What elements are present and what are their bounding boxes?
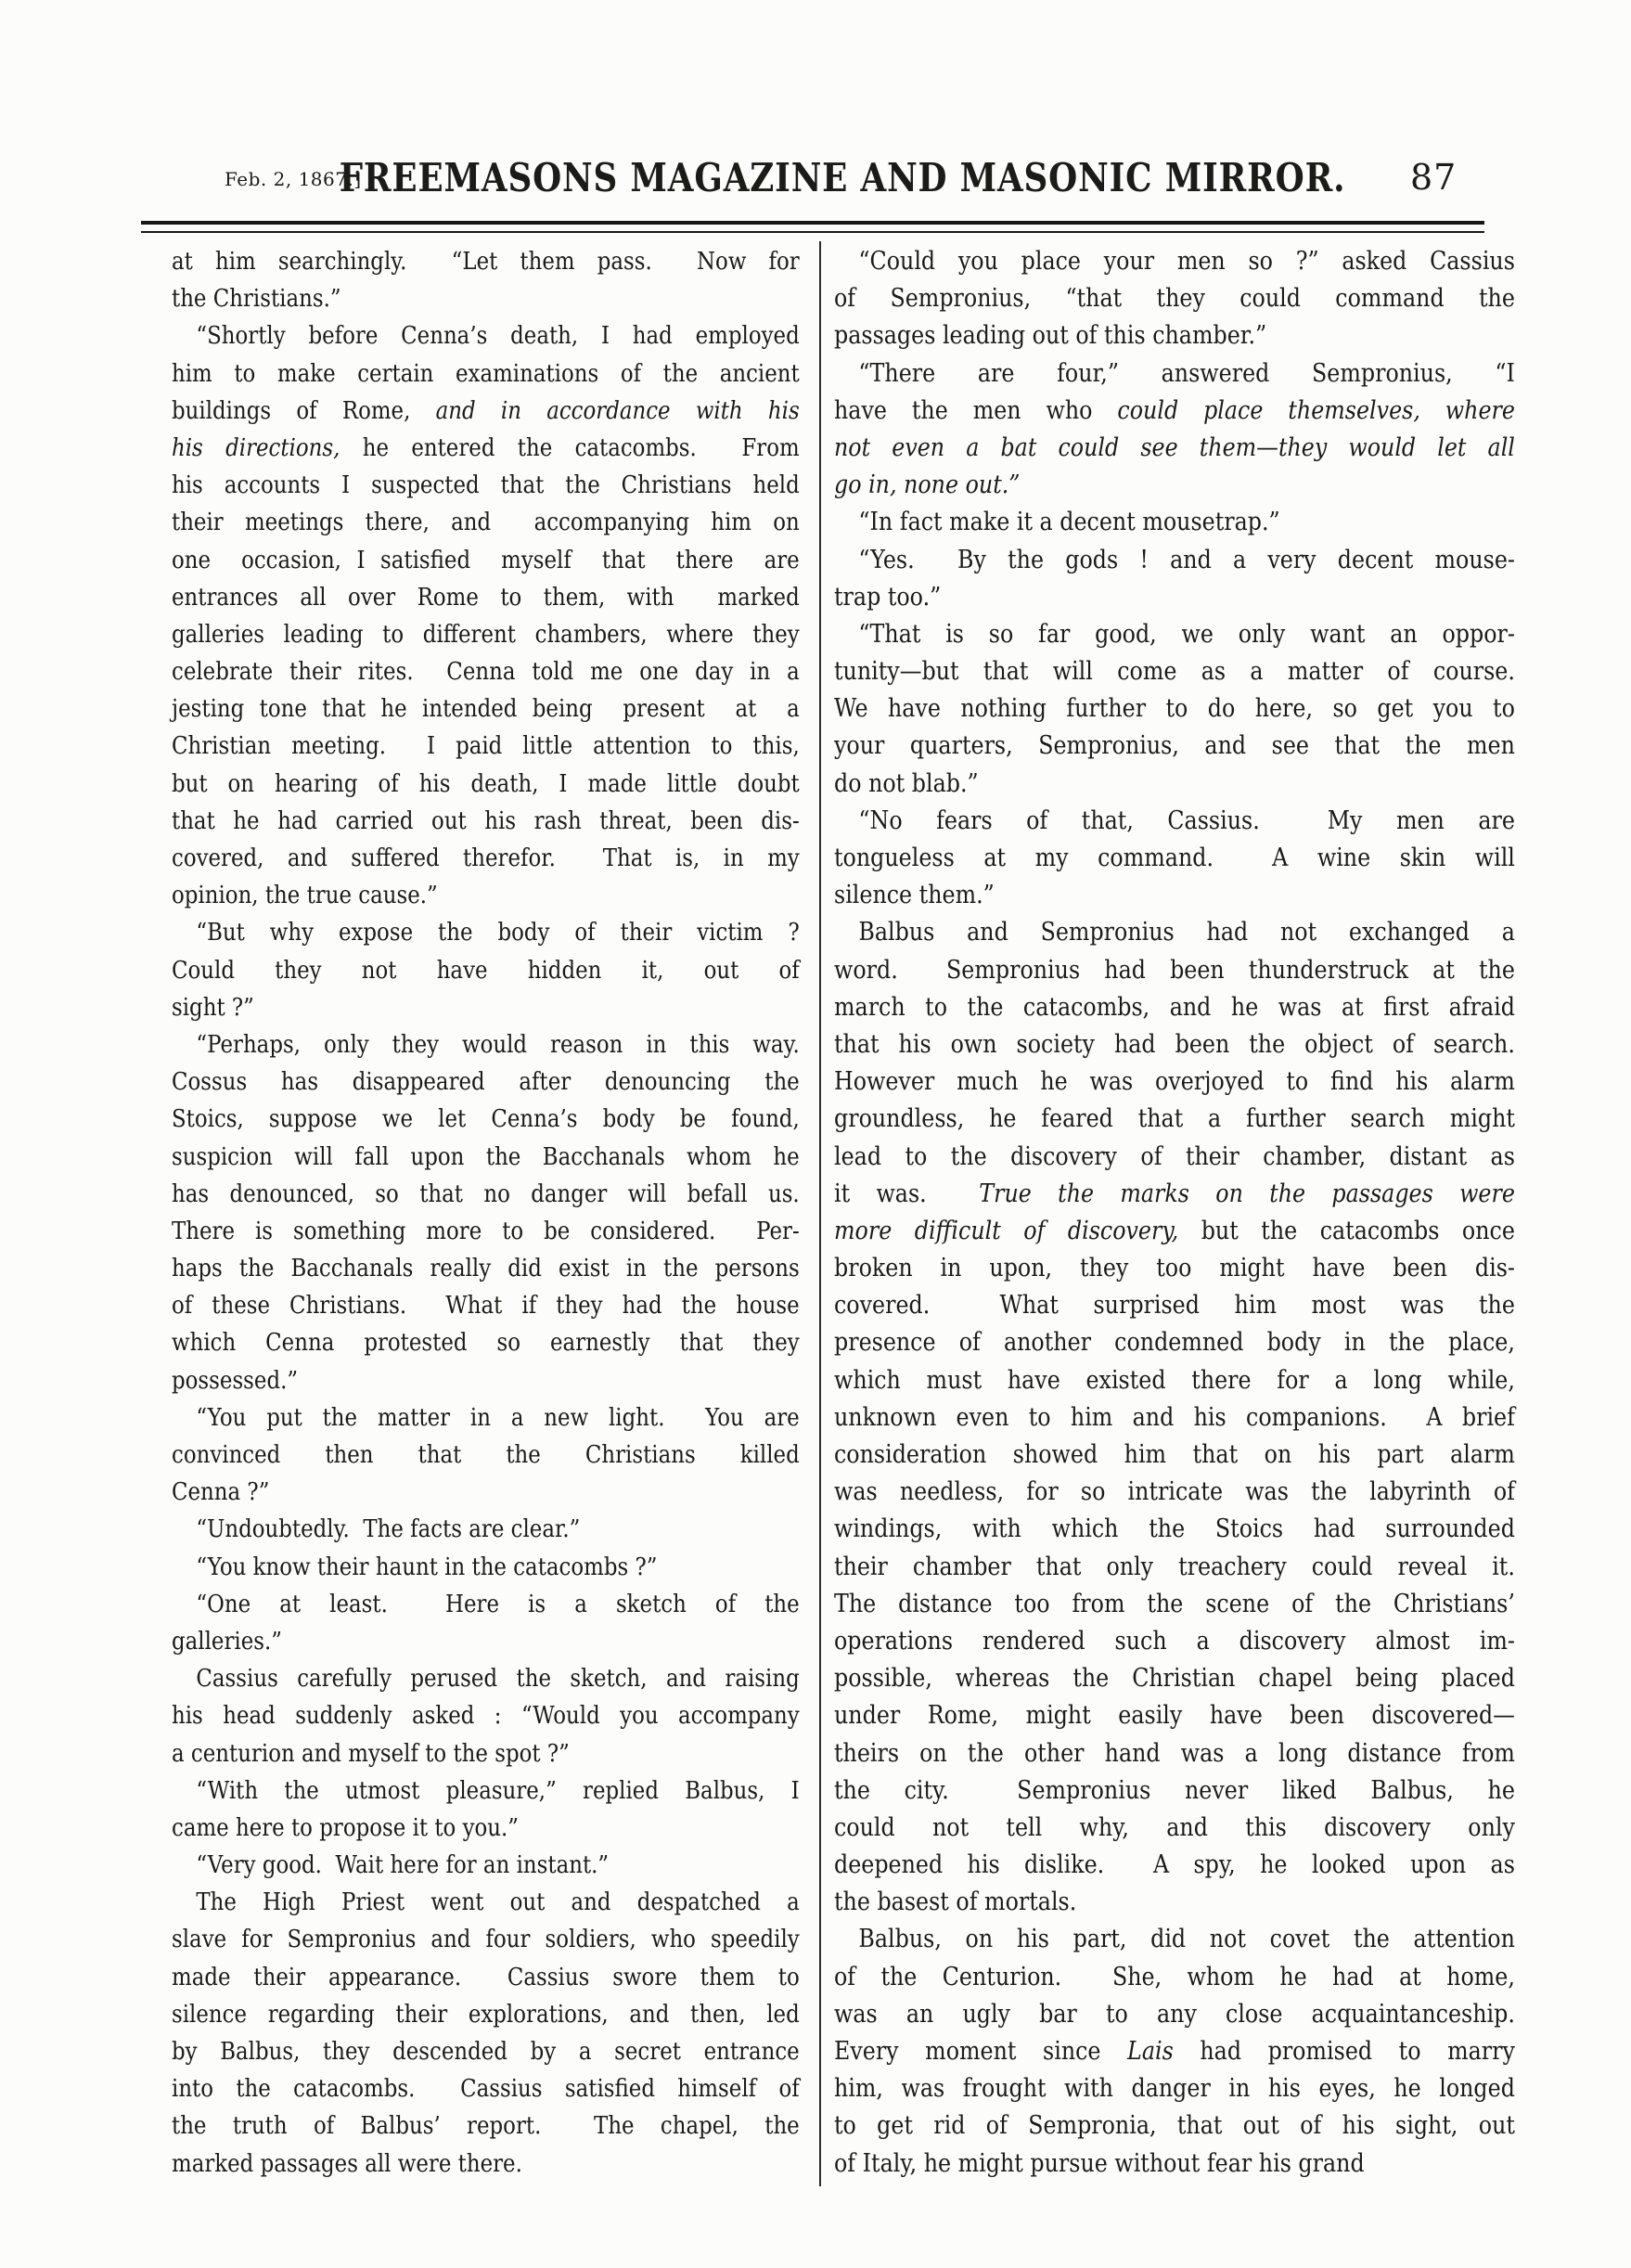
text-line: trap too.” [834, 582, 942, 612]
text-line: his accounts I suspected that the Christians held [172, 471, 800, 500]
text-line: entrances all over Rome to them, with marked [172, 583, 800, 612]
paragraph [834, 243, 1515, 355]
text-line: it was. True the marks on the passages were [834, 1179, 1515, 1208]
text-line: suspicion will fall upon the Bacchanals whom he [172, 1142, 800, 1171]
text-line: of the Centurion. She, whom he had at home, [834, 1962, 1515, 1991]
text-line: “Shortly before Cenna’s death, I had employed [196, 322, 800, 351]
left-column [172, 243, 800, 2183]
text-line: galleries leading to different chambers, where they [172, 620, 800, 649]
text-line: sight ?” [172, 993, 254, 1022]
issue-date: Feb. 2, 1867.] [225, 168, 362, 190]
page-title: FREEMASONS MAGAZINE AND MASONIC MIRROR. [339, 155, 1346, 200]
paragraph [172, 1772, 800, 1847]
text-line: galleries.” [172, 1627, 282, 1656]
text-line: the Christians.” [172, 285, 341, 314]
text-line: of Sempronius, “that they could command the [834, 284, 1515, 314]
text-line: “One at least. Here is a sketch of the [196, 1590, 800, 1618]
text-line: have the men who could place themselves, where [834, 395, 1515, 425]
paragraph [172, 1549, 800, 1586]
text-line: has denounced, so that no danger will befall us. [172, 1179, 800, 1208]
text-line: the truth of Balbus’ report. The chapel, the [172, 2112, 800, 2141]
text-line: of these Christians. What if they had the house [172, 1292, 800, 1321]
text-line: possible, whereas the Christian chapel being placed [834, 1664, 1515, 1694]
text-line: a centurion and myself to the spot ?” [172, 1739, 570, 1768]
paragraph [834, 616, 1515, 803]
text-line: but on hearing of his death, I made little doubt [172, 769, 800, 798]
text-line: covered. What surprised him most was the [834, 1291, 1515, 1321]
text-line: silence them.” [834, 881, 995, 910]
text-line: the city. Sempronius never liked Balbus, he [834, 1775, 1515, 1805]
text-line: presence of another condemned body in the place, [834, 1328, 1515, 1358]
right-column [834, 243, 1515, 2183]
text-line: There is something more to be considered. Per- [172, 1217, 800, 1245]
text-line: under Rome, might easily have been discovered— [834, 1701, 1515, 1731]
text-line: covered, and suffered therefor. That is, in my [172, 844, 800, 872]
paragraph [172, 1884, 800, 2183]
text-line: their chamber that only treachery could reveal it. [834, 1552, 1515, 1581]
text-line: came here to propose it to you.” [172, 1813, 520, 1842]
paragraph [172, 1660, 800, 1772]
text-line: celebrate their rites. Cenna told me one day in a [172, 658, 800, 687]
text-line: unknown even to him and his companions. A brief [834, 1402, 1515, 1432]
text-line: marked passages all were there. [172, 2149, 522, 2178]
paragraph [172, 1026, 800, 1399]
text-line: march to the catacombs, and he was at first afraid [834, 992, 1515, 1022]
text-line: The High Priest went out and despatched a [196, 1888, 800, 1917]
paragraph [172, 1847, 800, 1884]
text-line: lead to the discovery of their chamber, distant as [834, 1141, 1515, 1171]
text-line: Could they not have hidden it, out of [172, 956, 800, 985]
header [0, 155, 1631, 200]
page-number: 87 [1410, 157, 1458, 198]
text-line: Cenna ?” [172, 1478, 270, 1507]
paragraph [172, 1511, 800, 1548]
text-line: by Balbus, they descended by a secret entrance [172, 2038, 800, 2066]
text-line: “In fact make it a decent mousetrap.” [858, 508, 1280, 537]
text-line: more difficult of discovery, but the catacombs once [834, 1216, 1515, 1245]
paragraph [834, 355, 1515, 505]
paragraph [834, 504, 1515, 541]
paragraph [172, 243, 800, 317]
paragraph [172, 1399, 800, 1512]
paragraph [834, 542, 1515, 616]
text-line: The distance too from the scene of the Christians’ [834, 1589, 1515, 1618]
text-line: buildings of Rome, and in accordance with his [172, 396, 800, 425]
text-line: theirs on the other hand was a long distance from [834, 1738, 1515, 1768]
text-line: “That is so far good, we only want an oppor- [858, 619, 1515, 649]
text-line: that his own society had been the object of search. [834, 1029, 1515, 1059]
text-line: could not tell why, and this discovery only [834, 1812, 1515, 1842]
text-line: However much he was overjoyed to find his alarm [834, 1067, 1515, 1097]
text-line: Stoics, suppose we let Cenna’s body be found, [172, 1105, 800, 1134]
text-line: “Undoubtedly. The facts are clear.” [196, 1515, 581, 1544]
text-line: “You put the matter in a new light. You are [196, 1403, 800, 1432]
text-line: operations rendered such a discovery almost im- [834, 1626, 1515, 1656]
paragraph [172, 1586, 800, 1660]
text-line: to get rid of Sempronia, that out of his sight, out [834, 2111, 1515, 2141]
text-line: their meetings there, and accompanying him on [172, 509, 800, 537]
paragraph [834, 914, 1515, 1921]
text-line: Balbus and Sempronius had not exchanged a [858, 918, 1515, 947]
text-line: tongueless at my command. A wine skin will [834, 844, 1515, 872]
paragraph [172, 914, 800, 1026]
text-line: Christian meeting. I paid little attention to this, [172, 732, 800, 761]
header-double-rule [141, 221, 1484, 233]
text-line: one occasion, I satisfied myself that there are [172, 546, 800, 574]
text-line: go in, none out.” [834, 470, 1021, 500]
text-line: haps the Bacchanals really did exist in the persons [172, 1255, 800, 1283]
text-line: “Perhaps, only they would reason in this way. [196, 1030, 800, 1059]
text-line: his directions, he entered the catacombs. From [172, 433, 800, 462]
text-line: “Could you place your men so ?” asked Cassius [858, 247, 1515, 276]
text-line: deepened his dislike. A spy, he looked upon as [834, 1850, 1515, 1880]
text-line: “Very good. Wait here for an instant.” [196, 1851, 610, 1880]
text-line: “With the utmost pleasure,” replied Balbus, I [196, 1776, 800, 1805]
paragraph [172, 317, 800, 914]
text-line: Cossus has disappeared after denouncing the [172, 1068, 800, 1097]
text-line: into the catacombs. Cassius satisfied himself of [172, 2075, 800, 2104]
text-line: do not blab.” [834, 768, 979, 798]
text-line: your quarters, Sempronius, and see that the men [834, 731, 1515, 761]
text-line: which must have existed there for a long while, [834, 1365, 1515, 1395]
text-line: “No fears of that, Cassius. My men are [858, 805, 1515, 835]
text-line: not even a bat could see them—they would let all [834, 432, 1515, 462]
text-line: Cassius carefully perused the sketch, and raising [196, 1665, 800, 1694]
text-line: slave for Sempronius and four soldiers, who speedily [172, 1926, 800, 1954]
text-line: the basest of mortals. [834, 1888, 1077, 1917]
text-line: Every moment since Lais had promised to marry [834, 2037, 1515, 2066]
text-line: “Yes. By the gods ! and a very decent mouse- [858, 545, 1515, 574]
text-line: possessed.” [172, 1366, 299, 1395]
text-line: “There are four,” answered Sempronius, “I [858, 358, 1515, 388]
text-line: Balbus, on his part, did not covet the attention [858, 1925, 1515, 1954]
text-line: opinion, the true cause.” [172, 882, 438, 910]
text-line: which Cenna protested so earnestly that they [172, 1329, 800, 1358]
text-line: windings, with which the Stoics had surrounded [834, 1514, 1515, 1544]
article-body [172, 243, 1608, 2183]
text-line: that he had carried out his rash threat, been dis- [172, 806, 800, 835]
text-line: consideration showed him that on his part alarm [834, 1440, 1515, 1469]
text-line: was needless, for so intricate was the labyrinth of [834, 1477, 1515, 1507]
text-line: “You know their haunt in the catacombs ?” [196, 1553, 658, 1581]
text-line: at him searchingly. “Let them pass. Now for [172, 248, 800, 276]
text-line: convinced then that the Christians killed [172, 1441, 800, 1469]
text-line: him, was frought with danger in his eyes, he longed [834, 2074, 1515, 2104]
text-line: tunity—but that will come as a matter of course. [834, 657, 1515, 687]
text-line: groundless, he feared that a further search might [834, 1104, 1515, 1134]
text-line: him to make certain examinations of the ancient [172, 359, 800, 388]
text-line: We have nothing further to do here, so get you to [834, 694, 1515, 724]
text-line: was an ugly bar to any close acquaintanceship. [834, 1999, 1515, 2029]
paragraph [834, 1921, 1515, 2182]
text-line: word. Sempronius had been thunderstruck at the [834, 955, 1515, 985]
text-line: “But why expose the body of their victim ? [196, 919, 800, 947]
text-line: passages leading out of this chamber.” [834, 321, 1267, 351]
text-line: silence regarding their explorations, and then, led [172, 2000, 800, 2029]
text-line: his head suddenly asked : “Would you accompany [172, 1702, 800, 1731]
text-line: jesting tone that he intended being present at a [172, 695, 800, 724]
text-line: of Italy, he might pursue without fear his grand [834, 2148, 1365, 2178]
paragraph [834, 803, 1515, 915]
text-line: made their appearance. Cassius swore them to [172, 1963, 800, 1991]
text-line: broken in upon, they too might have been dis- [834, 1254, 1515, 1283]
